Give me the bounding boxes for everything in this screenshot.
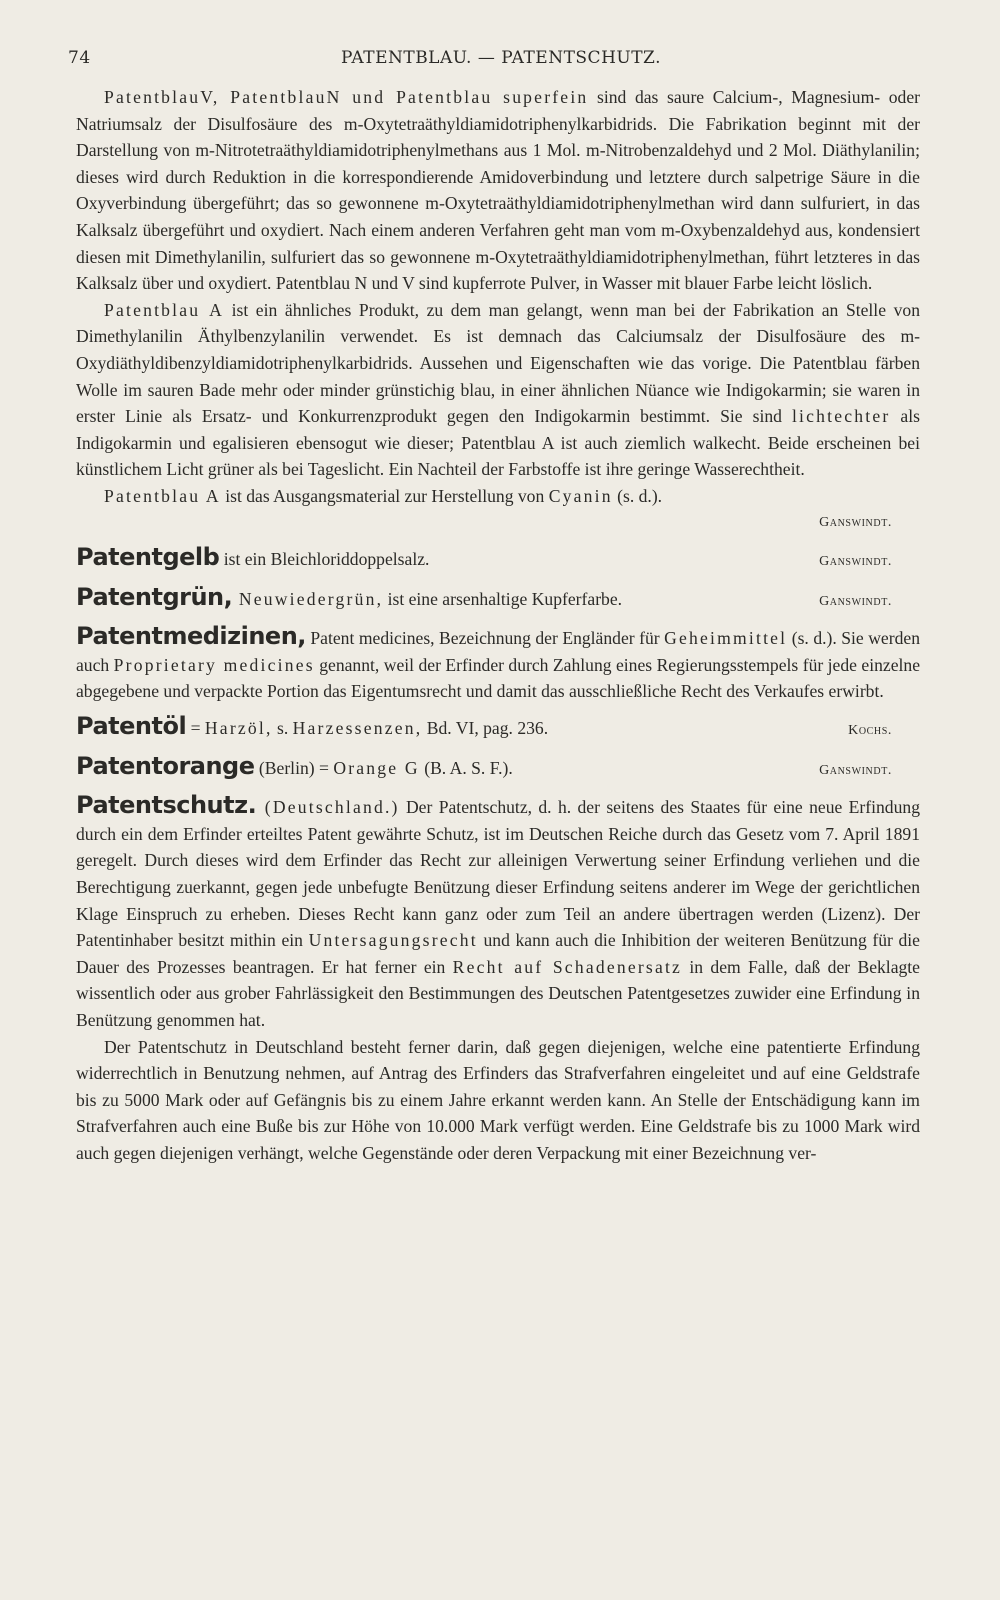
author-signature: Ganswindt. [819,514,892,530]
entry-title: Patentmedizinen, [76,622,306,651]
entry-patentoel [76,713,892,745]
spaced-term: Patentblau A [104,485,221,506]
spaced-term: Patentblau A [104,299,224,320]
entry-text: ist ein Bleichloriddoppelsalz. [219,549,430,570]
paragraph-patentblau-a-cyanin [76,483,920,536]
author-signature: Ganswindt. [819,554,892,570]
entry-text: Der Patentschutz, d. h. der seitens des Staates für eine neue Erfindung durch ein dem Erfinder erteiltes Patent gewährte Schutz, ist im Deutschen Reiche durch das Gesetz vom 7. April 1891 geregelt. Durch dieses wird dem Erfinder das Recht zur alleinigen Verwertung seiner Erfindung verliehen und die Berechtigung zuerkannt, gegen jede unbefugte Benützung dieser Erfindung seitens anderer im Wege der gerichtlichen Klage Einspruch zu erheben. Dieses Recht kann ganz oder zum Teil an andere übertragen werden (Lizenz). Der Patentinhaber besitzt mithin ein [76,797,920,951]
entry-text: s. [272,718,293,739]
entry-text: und kann auch die Inhibition der weiteren Benützung für die Dauer des Prozesses beantragen. Er hat ferner ein [76,930,920,977]
entry-text: in dem Falle, daß der Beklagte wissentlich oder aus grober Fahrlässigkeit den Bestimmungen des Deutschen Patentgesetzes zuwider eine Erfindung in Benützung genommen hat. [76,956,920,1030]
spaced-term: Neuwiedergrün, [232,588,384,609]
entry-title: Patentschutz. [76,791,257,820]
paragraph-text: als Indigokarmin und egalisieren ebensogut wie dieser; Patentblau A ist auch ziemlich walkecht. Beide erscheinen bei künstlichem Licht grüner als bei Tageslicht. Ein Nachteil der Farbstoffe ist ihre geringe Wasserechtheit. [76,406,920,480]
spaced-term: (Deutschland.) [256,797,400,818]
page-body [76,84,920,1167]
page-header [68,48,934,72]
entry-title: Patentgelb [76,543,220,572]
paragraph-text: ist ein ähnliches Produkt, zu dem man gelangt, wenn man bei der Fabrikation an Stelle von Dimethylanilin Äthylbenzylanilin verwendet. Es ist demnach das Calciumsalz der Disulfosäure des m-Oxydiäthyldibenzyldiamidotriphenylkarbidrids. Aussehen und Eigenschaften wie das vorige. Die Patentblau färben Wolle im sauren Bade mehr oder minder grünstichig blau, in einer ähnlichen Nüance wie Indigokarmin; sie waren in erster Linie als Ersatz- und Konkurrenzprodukt gegen den Indigokarmin bestimmt. Sie sind [76,299,920,427]
spaced-term: Harzessenzen, [292,718,423,739]
spaced-term: Recht auf Schadenersatz [452,956,683,977]
paragraph-text: ist das Ausgangsmaterial zur Herstellung von [220,485,549,506]
entry-title: Patentöl [76,712,187,741]
entry-patentorange [76,753,892,785]
entry-text: Bd. VI, pag. 236. [422,718,549,739]
paragraph-patentblau-a [76,297,920,483]
entry-text: (s. d.). Sie werden auch [76,628,920,675]
author-signature: Kochs. [848,723,892,739]
entry-text: (B. A. S. F.). [419,757,513,778]
author-signature: Ganswindt. [819,762,892,778]
spaced-term: Untersagungsrecht [308,930,478,951]
page-number: 74 [68,48,91,68]
entry-text: ist eine arsenhaltige Kupferfarbe. [383,588,623,609]
entry-title: Patentgrün, [76,582,233,611]
spaced-term: Orange G [333,757,420,778]
paragraph-text: sind das saure Calcium-, Magnesium- oder Natriumsalz der Disulfosäure des m-Oxytetraäthyldiamidotriphenylkarbidrids. Die Fabrikation beginnt mit der Darstellung von m-Nitrotetraäthyldiamidotriphenylmethans aus 1 Mol. m-Nitrobenzaldehyd und 2 Mol. Diäthylanilin; dieses wird durch Reduktion in die korrespondierende Amidoverbindung und letztere durch salpetrige Säure in die Oxyverbindung übergeführt; das so gewonnene m-Oxytetraäthyldiamidotriphenylmethan wird dann sulfuriert, in das Kalksalz übergeführt und oxydiert. Nach einem anderen Verfahren geht man vom m-Oxybenzaldehyd aus, kondensiert diesen mit Dimethylanilin, sulfuriert das so gewonnene m-Oxytetraäthyldiamidotriphenylmethan, führt letzteres in das Kalksalz über und oxydiert. Patentblau N und V sind kupferrote Pulver, in Wasser mit blauer Farbe leicht löslich. [76,87,920,294]
entry-patentmedizinen [76,623,920,705]
entry-patentgruen [76,584,892,616]
entry-text: (Berlin) = [254,757,334,778]
paragraph-patentblau-v-n [76,84,920,297]
spaced-term: Proprietary medicines [113,654,315,675]
running-head: PATENTBLAU. — PATENTSCHUTZ. [341,48,661,68]
entry-title: Patentorange [76,751,255,780]
entry-text: Patent medicines, Bezeichnung der Engländer für [305,628,665,649]
spaced-term: Cyanin [548,485,613,506]
spaced-term: Geheimmittel [664,628,788,649]
spaced-term: lichtechter [791,406,891,427]
paragraph-patentschutz-deutschland: Der Patentschutz in Deutschland besteht ferner darin, daß gegen diejenigen, welche eine patentierte Erfindung widerrechtlich in Benutzung nehmen, auf Antrag des Erfinders das Strafverfahren eingeleitet und auf eine Geldstrafe bis zu 5000 Mark oder auf Gefängnis bis zu einem Jahre erkannt werden kann. An Stelle der Entschädigung kann im Strafverfahren auch eine Buße bis zur Höhe von 10.000 Mark verfügt werden. Eine Geldstrafe bis zu 1000 Mark wird auch gegen diejenigen verhängt, welche Gegenstände oder deren Verpackung mit einer Bezeichnung ver- [76,1036,920,1163]
entry-patentschutz [76,792,920,1033]
spaced-term: Harzöl, [204,718,273,739]
spaced-term: PatentblauV, PatentblauN und Patentblau superfein [104,87,589,107]
author-signature: Ganswindt. [819,593,892,609]
entry-patentgelb [76,544,892,576]
entry-text: = [186,718,205,739]
entry-text: genannt, weil der Erfinder durch Zahlung eines Regierungsstempels für jede einzelne abgegebene und verpackte Portion das Eigentumsrecht und damit das ausschließliche Recht des Verkaufes erwirbt. [76,654,921,702]
paragraph-text: (s. d.). [612,485,663,506]
